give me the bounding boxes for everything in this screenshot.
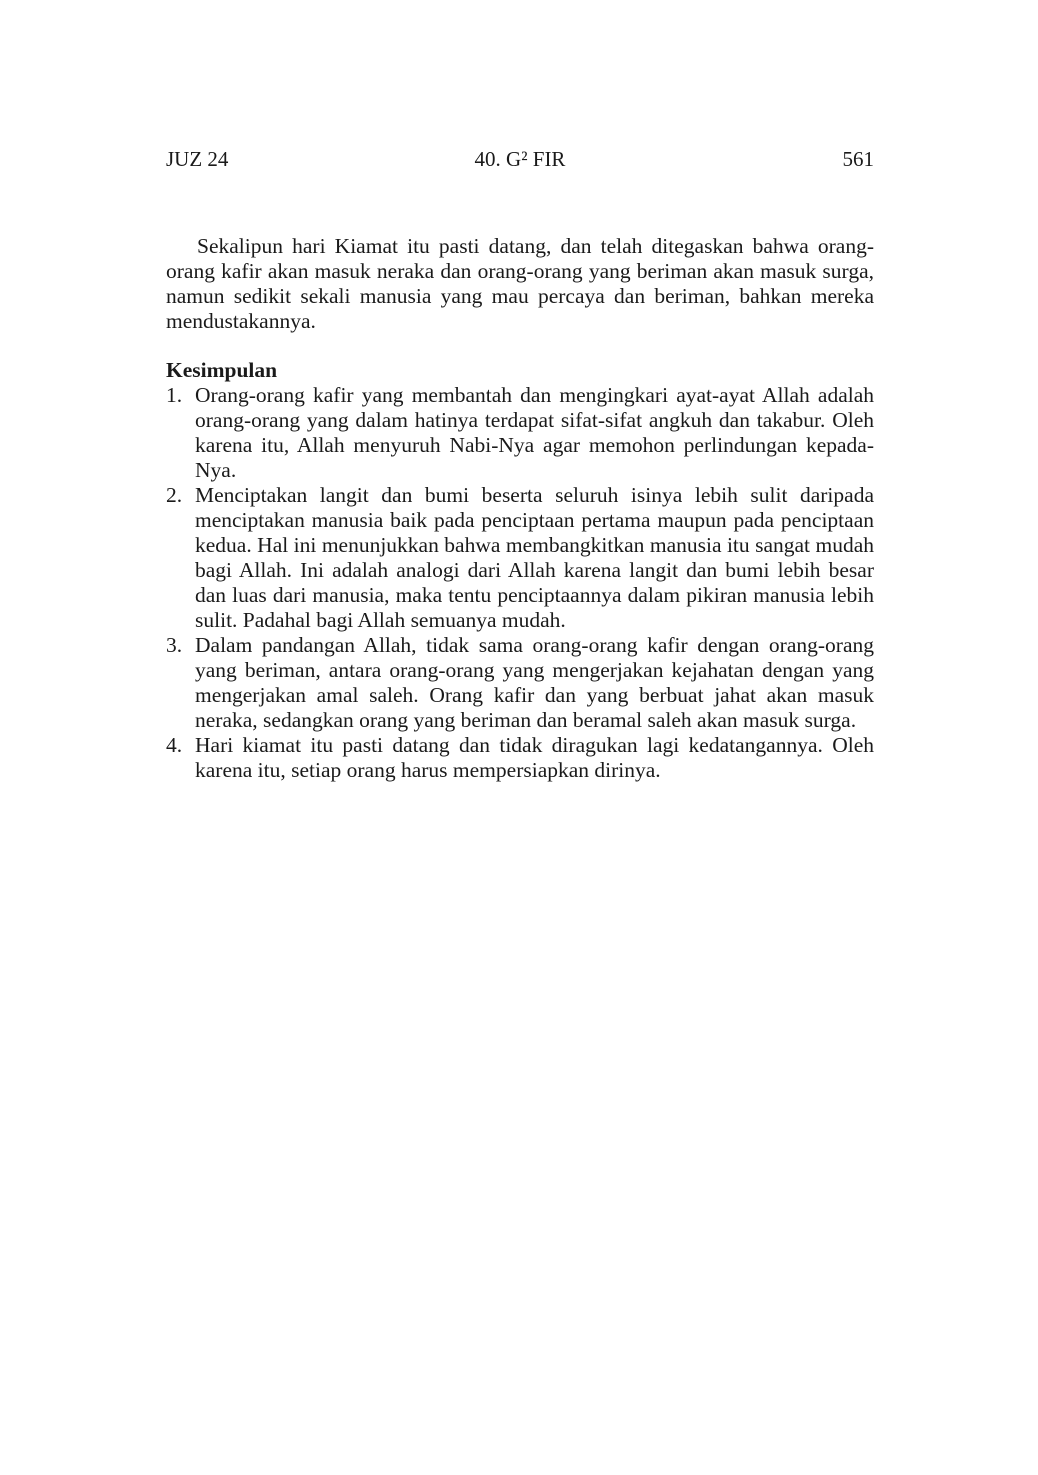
list-item-number: 2. — [166, 483, 183, 507]
list-item-number: 3. — [166, 633, 183, 657]
list-item-number: 1. — [166, 383, 183, 407]
juz-label: JUZ 24 — [166, 147, 229, 171]
intro-paragraph: Sekalipun hari Kiamat itu pasti datang, dan telah ditegaskan bahwa orang-orang kafir akan masuk neraka dan orang-orang yang beriman akan masuk surga, namun sedikit sekali manusia yang mau percaya dan beriman, bahkan mereka mendustakannya. — [166, 234, 874, 333]
conclusion-list — [166, 383, 874, 783]
list-item-text: Dalam pandangan Allah, tidak sama orang-orang kafir dengan orang-orang yang beriman, antara orang-orang yang mengerjakan kejahatan dengan yang mengerjakan amal saleh. Orang kafir dan yang berbuat jahat akan masuk neraka, sedangkan orang yang beriman dan beramal saleh akan masuk surga. — [195, 633, 874, 732]
list-item — [166, 383, 874, 483]
section-title-kesimpulan: Kesimpulan — [166, 358, 278, 382]
surah-title: 40. G² FIR — [474, 147, 566, 171]
list-item-text: Orang-orang kafir yang membantah dan mengingkari ayat-ayat Allah adalah orang-orang yang dalam hatinya terdapat sifat-sifat angkuh dan takabur. Oleh karena itu, Allah menyuruh Nabi-Nya agar memohon perlindungan kepada-Nya. — [195, 383, 874, 482]
body-text — [166, 234, 874, 783]
list-item — [166, 733, 874, 783]
list-item — [166, 483, 874, 633]
page-number: 561 — [842, 147, 874, 171]
list-item-text: Hari kiamat itu pasti datang dan tidak diragukan lagi kedatangannya. Oleh karena itu, setiap orang harus mempersiapkan dirinya. — [195, 733, 874, 782]
document-page — [166, 145, 874, 783]
list-item-number: 4. — [166, 733, 183, 757]
list-item-text: Menciptakan langit dan bumi beserta seluruh isinya lebih sulit daripada menciptakan manusia baik pada penciptaan pertama maupun pada penciptaan kedua. Hal ini menunjukkan bahwa membangkitkan manusia itu sangat mudah bagi Allah. Ini adalah analogi dari Allah karena langit dan bumi lebih besar dan luas dari manusia, maka tentu penciptaannya dalam pikiran manusia lebih sulit. Padahal bagi Allah semuanya mudah. — [195, 483, 874, 632]
running-header — [166, 145, 874, 175]
list-item — [166, 633, 874, 733]
